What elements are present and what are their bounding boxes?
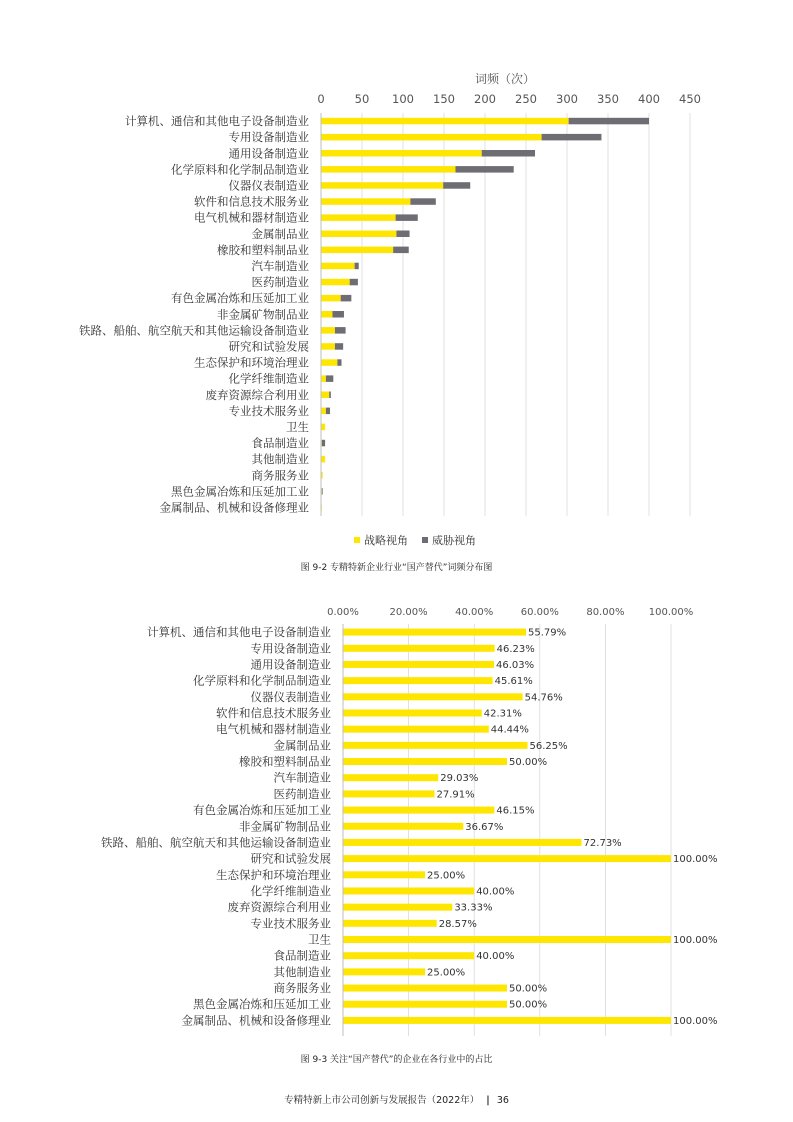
data-label: 40.00% <box>476 951 515 963</box>
legend-label-strategic: 战略视角 <box>364 534 408 547</box>
category-label: 计算机、通信和其他电子设备制造业 <box>125 114 309 129</box>
data-label: 25.00% <box>427 967 466 979</box>
data-label: 29.03% <box>440 773 479 785</box>
data-label: 50.00% <box>509 757 548 769</box>
bar-share <box>343 936 671 943</box>
category-label: 有色金属冶炼和压延加工业 <box>193 803 331 818</box>
x-tick-label: 100.00% <box>648 607 694 618</box>
data-label: 46.03% <box>495 659 535 671</box>
bar-share <box>343 661 494 668</box>
x-tick-label: 100 <box>392 92 414 106</box>
bar-share <box>343 952 474 959</box>
category-label: 金属制品、机械和设备修理业 <box>181 1013 331 1028</box>
data-label: 46.23% <box>496 643 535 655</box>
category-label: 黑色金属冶炼和压延加工业 <box>171 484 309 499</box>
category-label: 医药制造业 <box>273 786 331 801</box>
x-tick-label: 40.00% <box>455 607 494 618</box>
x-tick-label: 80.00% <box>586 607 625 618</box>
data-label: 54.76% <box>524 692 563 704</box>
data-label: 50.00% <box>509 999 548 1011</box>
data-label: 33.33% <box>454 902 493 914</box>
bar-share <box>343 742 528 749</box>
x-tick-label: 0 <box>317 92 325 106</box>
bar-share <box>343 839 582 846</box>
category-label: 软件和信息技术服务业 <box>216 705 331 720</box>
data-label: 100.00% <box>673 854 718 866</box>
x-tick-label: 20.00% <box>389 607 428 618</box>
category-label: 卫生 <box>308 932 331 947</box>
data-label: 100.00% <box>673 1015 718 1027</box>
bar-share <box>343 871 425 878</box>
bar-share <box>343 629 526 636</box>
category-label: 化学纤维制造业 <box>228 371 309 386</box>
category-label: 通用设备制造业 <box>250 657 331 672</box>
category-label: 黑色金属冶炼和压延加工业 <box>193 997 331 1012</box>
category-label: 非金属矿物制品业 <box>217 307 309 322</box>
category-label: 专业技术服务业 <box>228 403 309 418</box>
data-label: 44.44% <box>490 724 529 736</box>
page-footer <box>0 1092 793 1106</box>
bar-share <box>343 645 495 652</box>
category-label: 专用设备制造业 <box>228 130 309 145</box>
x-axis-title: 词频（次） <box>474 72 536 86</box>
chart2-caption: 图 9-3 关注“国产替代”的企业在各行业中的占比 <box>300 1055 493 1065</box>
data-label: 25.00% <box>427 870 466 882</box>
data-label: 28.57% <box>438 918 477 930</box>
x-tick-label: 300 <box>556 92 578 106</box>
category-label: 金属制品、机械和设备修理业 <box>159 500 309 515</box>
category-label: 非金属矿物制品业 <box>239 819 331 834</box>
category-label: 其他制造业 <box>251 452 309 467</box>
data-label: 42.31% <box>483 708 522 720</box>
bar-share <box>343 693 523 700</box>
x-tick-label: 400 <box>638 92 660 106</box>
category-label: 食品制造业 <box>273 948 331 963</box>
bar-share <box>343 855 671 862</box>
bar-share <box>343 1017 671 1024</box>
data-label: 50.00% <box>509 983 548 995</box>
x-tick-label: 450 <box>679 92 701 106</box>
category-label: 卫生 <box>286 419 309 434</box>
data-label: 100.00% <box>673 935 718 947</box>
data-label: 45.61% <box>494 676 533 688</box>
footer-report-title: 专精特新上市公司创新与发展报告（2022年） <box>284 1095 480 1106</box>
category-label: 橡胶和塑料制品业 <box>217 242 309 257</box>
data-label: 36.67% <box>465 821 504 833</box>
category-label: 通用设备制造业 <box>228 146 309 161</box>
bar-share <box>343 790 435 797</box>
category-label: 软件和信息技术服务业 <box>194 194 309 209</box>
bar-share <box>343 985 507 992</box>
category-label: 商务服务业 <box>273 981 331 996</box>
data-label: 72.73% <box>583 837 622 849</box>
bar-share <box>343 968 425 975</box>
category-label: 专业技术服务业 <box>250 916 331 931</box>
category-label: 铁路、船舶、航空航天和其他运输设备制造业 <box>79 323 309 338</box>
category-label: 有色金属冶炼和压延加工业 <box>171 291 309 306</box>
category-label: 医药制造业 <box>251 275 309 290</box>
x-tick-label: 0.00% <box>327 607 359 618</box>
category-label: 生态保护和环境治理业 <box>194 355 309 370</box>
bar-share <box>343 920 437 927</box>
bar-share <box>343 904 452 911</box>
data-label: 56.25% <box>529 740 568 752</box>
bar-share <box>343 807 494 814</box>
category-label: 金属制品业 <box>273 738 331 753</box>
category-label: 商务服务业 <box>251 468 309 483</box>
x-tick-label: 50 <box>354 92 370 106</box>
x-tick-label: 200 <box>474 92 496 106</box>
category-label: 废弃资源综合利用业 <box>205 387 309 402</box>
x-tick-label: 350 <box>597 92 619 106</box>
category-label: 化学原料和化学制品制造业 <box>193 673 331 688</box>
category-label: 计算机、通信和其他电子设备制造业 <box>147 625 331 640</box>
category-label: 化学原料和化学制品制造业 <box>171 162 309 177</box>
category-label: 食品制造业 <box>251 436 309 451</box>
data-label: 46.15% <box>496 805 535 817</box>
x-tick-label: 250 <box>515 92 537 106</box>
category-label: 电气机械和器材制造业 <box>216 722 331 737</box>
chart1-caption: 图 9-2 专精特新企业行业“国产替代”词频分布图 <box>300 563 493 573</box>
bar-share <box>343 823 463 830</box>
data-label: 27.91% <box>436 789 475 801</box>
bar-share <box>343 1001 507 1008</box>
category-label: 汽车制造业 <box>251 258 309 273</box>
category-label: 其他制造业 <box>273 964 331 979</box>
category-label: 废弃资源综合利用业 <box>227 900 331 915</box>
category-label: 化学纤维制造业 <box>250 883 331 898</box>
footer-page-number: 36 <box>496 1095 509 1106</box>
bar-share <box>343 774 438 781</box>
category-label: 研究和试验发展 <box>228 339 309 354</box>
bar-share <box>343 726 489 733</box>
bar-share <box>343 887 474 894</box>
bar-share <box>343 758 507 765</box>
category-label: 仪器仪表制造业 <box>228 178 309 193</box>
category-label: 橡胶和塑料制品业 <box>239 754 331 769</box>
category-label: 电气机械和器材制造业 <box>194 210 309 225</box>
bar-share <box>343 709 482 716</box>
category-label: 仪器仪表制造业 <box>250 689 331 704</box>
category-label: 专用设备制造业 <box>250 641 331 656</box>
category-label: 研究和试验发展 <box>250 851 331 866</box>
bar-share <box>343 677 493 684</box>
x-tick-label: 60.00% <box>520 607 559 618</box>
x-tick-label: 150 <box>433 92 455 106</box>
data-label: 40.00% <box>476 886 515 898</box>
data-label: 55.79% <box>527 627 567 639</box>
footer-separator: | <box>486 1095 490 1106</box>
category-label: 生态保护和环境治理业 <box>216 867 331 882</box>
category-label: 金属制品业 <box>251 226 309 241</box>
category-label: 铁路、船舶、航空航天和其他运输设备制造业 <box>101 835 331 850</box>
legend-label-threat: 威胁视角 <box>432 534 476 547</box>
category-label: 汽车制造业 <box>273 770 331 785</box>
